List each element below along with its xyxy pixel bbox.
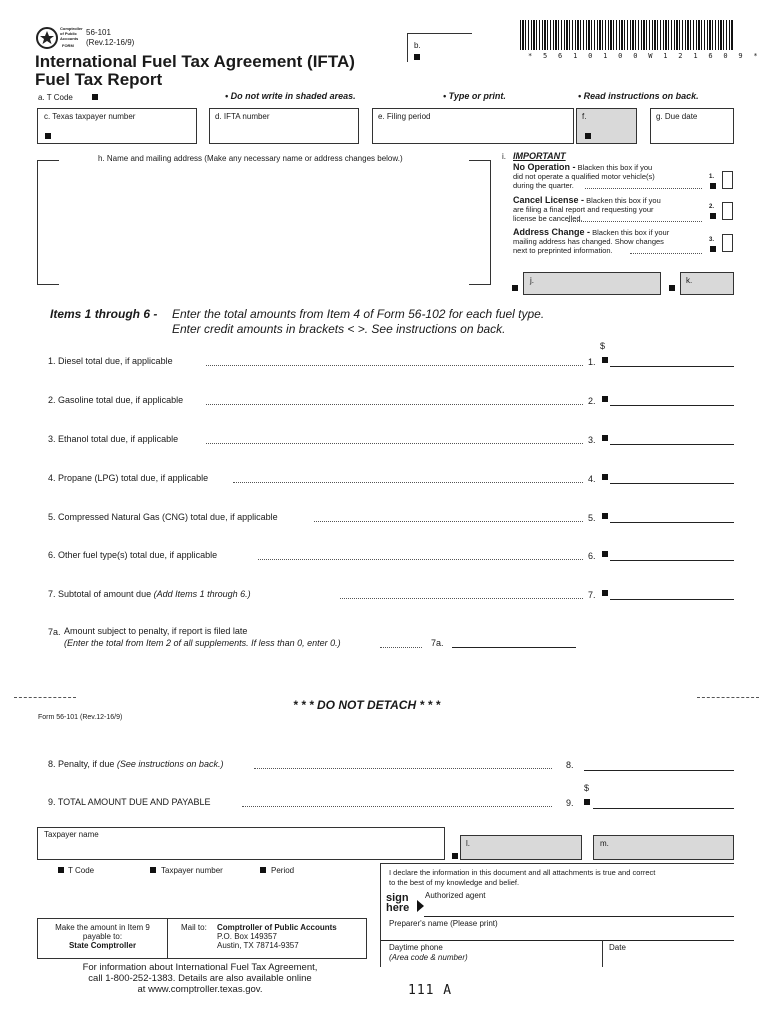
item-marker <box>602 474 608 480</box>
info-line3: at www.comptroller.texas.gov. <box>137 984 263 995</box>
address-change-text3: next to preprinted information. <box>513 246 613 255</box>
item-label <box>48 434 178 444</box>
items-intro-line2: Enter credit amounts in brackets < >. See instructions on back. <box>172 322 506 336</box>
address-change-block <box>513 228 705 255</box>
item-8-text: 8. Penalty, if due <box>48 759 115 769</box>
item-amount-field[interactable] <box>610 366 734 367</box>
read-back-note: • Read instructions on back. <box>578 91 699 101</box>
item-marker <box>602 590 608 596</box>
item-8-label <box>48 759 223 769</box>
item-amount-field[interactable] <box>610 560 734 561</box>
field-k-marker <box>669 285 675 291</box>
make-amount-line3: State Comptroller <box>68 941 137 950</box>
field-c-label: c. Texas taxpayer number <box>44 112 136 121</box>
item-leader <box>206 443 583 444</box>
authorized-agent-label: Authorized agent <box>425 891 486 900</box>
no-operation-number: 1. <box>709 174 715 180</box>
mail-address-line1: Comptroller of Public Accounts <box>217 923 337 932</box>
field-f-label: f. <box>582 112 587 121</box>
item-7a-number-prefix: 7a. <box>48 627 61 637</box>
item-number: 6. <box>588 551 596 561</box>
bottom-period-marker <box>260 867 266 873</box>
field-l-shaded <box>460 835 582 860</box>
form-code: 111 A <box>408 983 453 998</box>
preparer-name-field[interactable] <box>381 940 734 941</box>
form-label: FORM <box>62 43 74 48</box>
item-7a-leader <box>380 647 422 648</box>
detach-right-line <box>697 697 759 698</box>
item-label <box>48 356 173 366</box>
field-b-marker <box>414 54 420 60</box>
item-label-text: 5. Compressed Natural Gas (CNG) total due, if applicable <box>48 512 278 522</box>
mail-address-line2: P.O. Box 149357 <box>217 932 277 941</box>
important-heading: IMPORTANT <box>513 151 566 161</box>
no-operation-text3: during the quarter. <box>513 181 574 190</box>
item-leader <box>206 365 583 366</box>
field-b-box <box>407 33 472 62</box>
form-reference: Form 56-101 (Rev.12-16/9) <box>38 714 123 721</box>
item-number: 2. <box>588 396 596 406</box>
no-operation-leader <box>585 188 702 189</box>
item-label-text: 3. Ethanol total due, if applicable <box>48 434 179 444</box>
t-code-marker <box>92 94 98 100</box>
cancel-license-marker <box>710 213 716 219</box>
items-intro-lead: Items 1 through 6 - <box>50 307 158 321</box>
taxpayer-name-label: Taxpayer name <box>44 830 99 839</box>
field-h-text: h. Name and mailing address (Make any necessary name or address changes below.) <box>98 154 403 163</box>
item-leader <box>340 598 583 599</box>
page-title: International Fuel Tax Agreement (IFTA) <box>35 52 355 71</box>
item-8-number: 8. <box>566 760 574 770</box>
address-change-checkbox[interactable] <box>722 234 733 252</box>
cancel-license-text3: license be cancelled. <box>513 214 583 223</box>
item-marker <box>602 396 608 402</box>
sign-arrow-icon <box>417 900 424 912</box>
item-number: 7. <box>588 590 596 600</box>
cancel-license-leader <box>568 221 702 222</box>
item-label <box>48 512 278 522</box>
item-label-text: 4. Propane (LPG) total due, if applicable <box>48 473 209 483</box>
field-g-due-date[interactable] <box>650 108 734 144</box>
item-7a-line1: Amount subject to penalty, if report is filed late <box>64 626 248 636</box>
no-operation-text2: did not operate a qualified motor vehicle(s) <box>513 172 655 181</box>
no-operation-checkbox[interactable] <box>722 171 733 189</box>
cancel-license-block <box>513 196 705 223</box>
bottom-taxpayer-number-label: Taxpayer number <box>161 866 223 875</box>
info-line2: call 1-800-252-1383. Details are also available online <box>88 973 312 984</box>
area-code-label: (Area code & number) <box>389 953 468 962</box>
no-operation-title: No Operation - <box>513 162 576 172</box>
field-f-marker <box>585 133 591 139</box>
authorized-agent-signature-field[interactable] <box>424 916 734 917</box>
mail-to-label: Mail to: <box>181 923 207 932</box>
field-l-label: l. <box>466 839 470 848</box>
item-9-label: 9. TOTAL AMOUNT DUE AND PAYABLE <box>48 797 211 807</box>
bottom-t-code-label: T Code <box>68 866 95 875</box>
address-change-marker <box>710 246 716 252</box>
field-m-shaded <box>593 835 734 860</box>
form-number: 56-101 <box>86 28 111 37</box>
item-9-marker <box>584 799 590 805</box>
item-marker <box>602 551 608 557</box>
item-number: 3. <box>588 435 596 445</box>
field-j-shaded <box>523 272 661 295</box>
here-word: here <box>386 902 410 914</box>
detach-left-line <box>14 697 76 698</box>
item-label <box>48 473 208 483</box>
mail-address-line3: Austin, TX 78714-9357 <box>217 941 299 950</box>
item-8-extra: (See instructions on back.) <box>116 759 224 769</box>
field-d-ifta-number[interactable] <box>209 108 359 144</box>
cancel-license-checkbox[interactable] <box>722 202 733 220</box>
no-operation-block <box>513 163 705 190</box>
item-label-extra: (Add Items 1 through 6.) <box>153 589 251 599</box>
address-change-text1: Blacken this box if your <box>592 228 670 237</box>
item-7a-amount-field[interactable] <box>452 647 576 648</box>
page-subtitle: Fuel Tax Report <box>35 70 163 89</box>
field-j-label: j. <box>530 276 534 285</box>
field-j-marker <box>512 285 518 291</box>
item-label-text: 7. Subtotal of amount due <box>48 589 152 599</box>
barcode <box>520 20 734 50</box>
info-line1: For information about International Fuel Tax Agreement, <box>82 962 318 973</box>
no-operation-text1: Blacken this box if you <box>577 163 653 172</box>
field-c-marker <box>45 133 51 139</box>
declaration-line2: to the best of my knowledge and belief. <box>389 878 520 887</box>
field-b-label: b. <box>414 41 421 50</box>
no-write-note: • Do not write in shaded areas. <box>225 91 356 101</box>
mail-address-block <box>217 923 337 950</box>
cancel-license-text1: Blacken this box if you <box>586 196 661 205</box>
item-amount-field[interactable] <box>610 405 734 406</box>
comptroller-seal-logo <box>36 27 58 49</box>
item-9-dollar-sign: $ <box>584 783 590 793</box>
item-leader <box>233 482 583 483</box>
preparer-name-text: Preparer's name (Please print) <box>389 919 498 928</box>
item-9-number: 9. <box>566 798 574 808</box>
field-l-marker <box>452 853 458 859</box>
item-label-text: 2. Gasoline total due, if applicable <box>48 395 184 405</box>
item-marker <box>602 357 608 363</box>
cancel-license-number: 2. <box>709 204 715 210</box>
field-k-shaded <box>680 272 734 295</box>
item-amount-field[interactable] <box>610 599 734 600</box>
field-e-filing-period[interactable] <box>372 108 574 144</box>
item-label-text: 6. Other fuel type(s) total due, if applicable <box>48 550 218 560</box>
field-g-label: g. Due date <box>656 112 698 121</box>
address-change-number: 3. <box>709 237 715 243</box>
item-amount-field[interactable] <box>610 522 734 523</box>
field-f-shaded <box>576 108 637 144</box>
address-box[interactable] <box>37 160 491 285</box>
type-print-note: • Type or print. <box>443 91 506 101</box>
item-number: 5. <box>588 513 596 523</box>
item-7a-line2: (Enter the total from Item 2 of all supplements. If less than 0, enter 0.) <box>64 638 341 648</box>
item-leader <box>314 521 583 522</box>
cancel-license-text2: are filing a final report and requesting your <box>513 205 654 214</box>
address-change-title: Address Change - <box>513 227 591 237</box>
field-m-label: m. <box>600 839 609 848</box>
info-block <box>60 962 340 995</box>
item-9-leader <box>242 806 552 807</box>
item-8-amount-field[interactable] <box>584 770 734 771</box>
do-not-detach-text: * * * DO NOT DETACH * * * <box>293 698 441 712</box>
field-i-label: i. <box>502 152 506 161</box>
field-d-label: d. IFTA number <box>215 112 270 121</box>
dollar-sign: $ <box>600 341 606 351</box>
field-k-label: k. <box>686 276 693 285</box>
item-amount-field[interactable] <box>610 483 734 484</box>
item-leader <box>258 559 583 560</box>
item-amount-field[interactable] <box>610 444 734 445</box>
item-label-text: 1. Diesel total due, if applicable <box>48 356 173 366</box>
payment-info-divider <box>167 918 168 959</box>
address-change-leader <box>630 253 702 254</box>
field-e-label: e. Filing period <box>378 112 431 121</box>
item-8-leader <box>254 768 552 769</box>
sign-word: sign <box>386 892 409 904</box>
item-leader <box>206 404 583 405</box>
barcode-text: * 5 6 1 0 1 0 0 W 1 2 1 6 0 9 * <box>528 52 761 60</box>
field-c-taxpayer-number[interactable] <box>37 108 197 144</box>
item-marker <box>602 435 608 441</box>
declaration-line1: I declare the information in this document and all attachments is true and correct <box>389 868 656 877</box>
preparer-name-label <box>389 919 498 928</box>
items-intro-line1: Enter the total amounts from Item 4 of Form 56-102 for each fuel type. <box>172 307 545 321</box>
address-change-text2: mailing address has changed. Show changes <box>513 237 664 246</box>
item-label <box>48 550 217 560</box>
phone-date-divider <box>602 940 603 967</box>
bottom-period-label: Period <box>271 866 295 875</box>
date-label: Date <box>609 943 626 952</box>
item-7a-number: 7a. <box>431 638 444 648</box>
form-revision: (Rev.12-16/9) <box>86 38 135 47</box>
make-amount-line2: payable to: <box>82 932 123 941</box>
cancel-license-title: Cancel License - <box>513 195 585 205</box>
item-9-amount-field[interactable] <box>593 808 734 809</box>
make-amount-block <box>38 923 167 950</box>
item-label <box>48 395 183 405</box>
make-amount-line1: Make the amount in Item 9 <box>55 923 150 932</box>
item-number: 1. <box>588 357 596 367</box>
item-label <box>48 589 251 599</box>
sign-here-label <box>386 893 409 913</box>
item-number: 4. <box>588 474 596 484</box>
t-code-label: a. T Code <box>38 93 73 102</box>
daytime-phone-label: Daytime phone <box>389 943 443 952</box>
no-operation-marker <box>710 183 716 189</box>
taxpayer-name-field[interactable] <box>37 827 445 860</box>
item-marker <box>602 513 608 519</box>
bottom-t-code-marker <box>58 867 64 873</box>
bottom-taxpayer-number-marker <box>150 867 156 873</box>
agency-name: Comptroller of Public Accounts <box>60 26 83 41</box>
